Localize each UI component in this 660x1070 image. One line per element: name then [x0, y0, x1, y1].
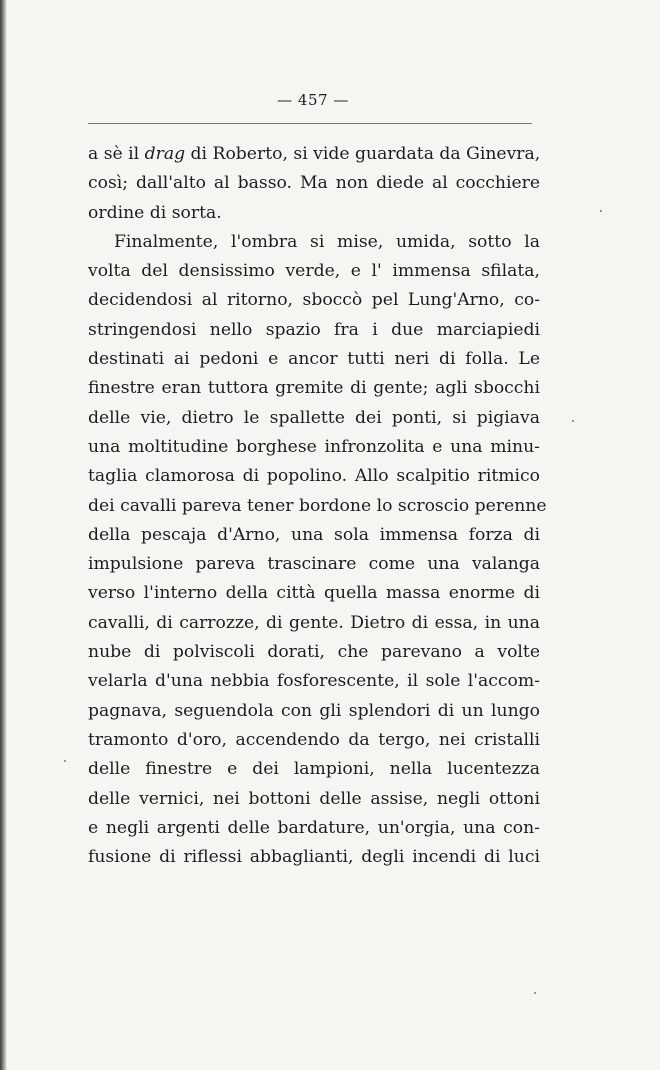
text-line: destinati ai pedoni e ancor tutti neri di folla. Le — [88, 349, 540, 370]
text-line: della pescaja d'Arno, una sola immensa forza di — [88, 524, 540, 545]
paper-speck — [600, 210, 602, 212]
text-line: delle vie, dietro le spallette dei ponti, si pigiava — [88, 407, 540, 428]
text-line: velarla d'una nebbia fosforescente, il sole l'accom- — [88, 671, 540, 692]
page-number: — 457 — — [277, 91, 349, 109]
text-line: tramonto d'oro, accendendo da tergo, nei cristalli — [88, 729, 540, 750]
text-line: taglia clamorosa di popolino. Allo scalpitio ritmico — [88, 466, 540, 487]
paper-speck — [534, 992, 536, 994]
text-line: ordine di sorta. — [88, 202, 222, 223]
text-line: pagnava, seguendola con gli splendori di un lungo — [88, 700, 540, 721]
text-line: fusione di riflessi abbaglianti, degli incendi di luci — [88, 847, 540, 868]
text-line-1 — [88, 140, 540, 169]
text-line: verso l'interno della città quella massa enorme di — [88, 583, 540, 604]
line-1-end: di Roberto, si vide guardata da Ginevra, — [185, 144, 541, 164]
body-text — [88, 140, 548, 872]
text-line: delle vernici, nei bottoni delle assise, negli ottoni — [88, 788, 540, 809]
text-line: cavalli, di carrozze, di gente. Dietro di essa, in una — [88, 612, 540, 633]
header-rule — [88, 123, 532, 124]
text-line: una moltitudine borghese infronzolita e una minu- — [88, 436, 540, 457]
text-line: stringendosi nello spazio fra i due marciapiedi — [88, 319, 540, 340]
text-line: delle finestre e dei lampioni, nella lucentezza — [88, 759, 540, 780]
text-line: e negli argenti delle bardature, un'orgia, una con- — [88, 817, 540, 838]
text-line: nube di polviscoli dorati, che parevano a volte — [88, 642, 540, 663]
text-line: volta del densissimo verde, e l' immensa sfilata, — [88, 261, 540, 282]
paragraph-start-line: Finalmente, l'ombra si mise, umida, sotto la — [114, 231, 540, 252]
line-1-start: a sè il — [88, 144, 145, 164]
text-line: decidendosi al ritorno, sboccò pel Lung'Arno, co- — [88, 290, 540, 311]
text-line: impulsione pareva trascinare come una valanga — [88, 554, 540, 575]
paper-speck — [64, 760, 66, 762]
paper-speck — [572, 420, 574, 422]
text-line: così; dall'alto al basso. Ma non diede al cocchiere — [88, 173, 540, 194]
text-line: finestre eran tuttora gremite di gente; agli sbocchi — [88, 378, 540, 399]
text-line: dei cavalli pareva tener bordone lo scroscio perenne — [88, 495, 547, 516]
binding-shadow — [0, 0, 7, 1070]
italic-word-drag: drag — [144, 144, 186, 164]
